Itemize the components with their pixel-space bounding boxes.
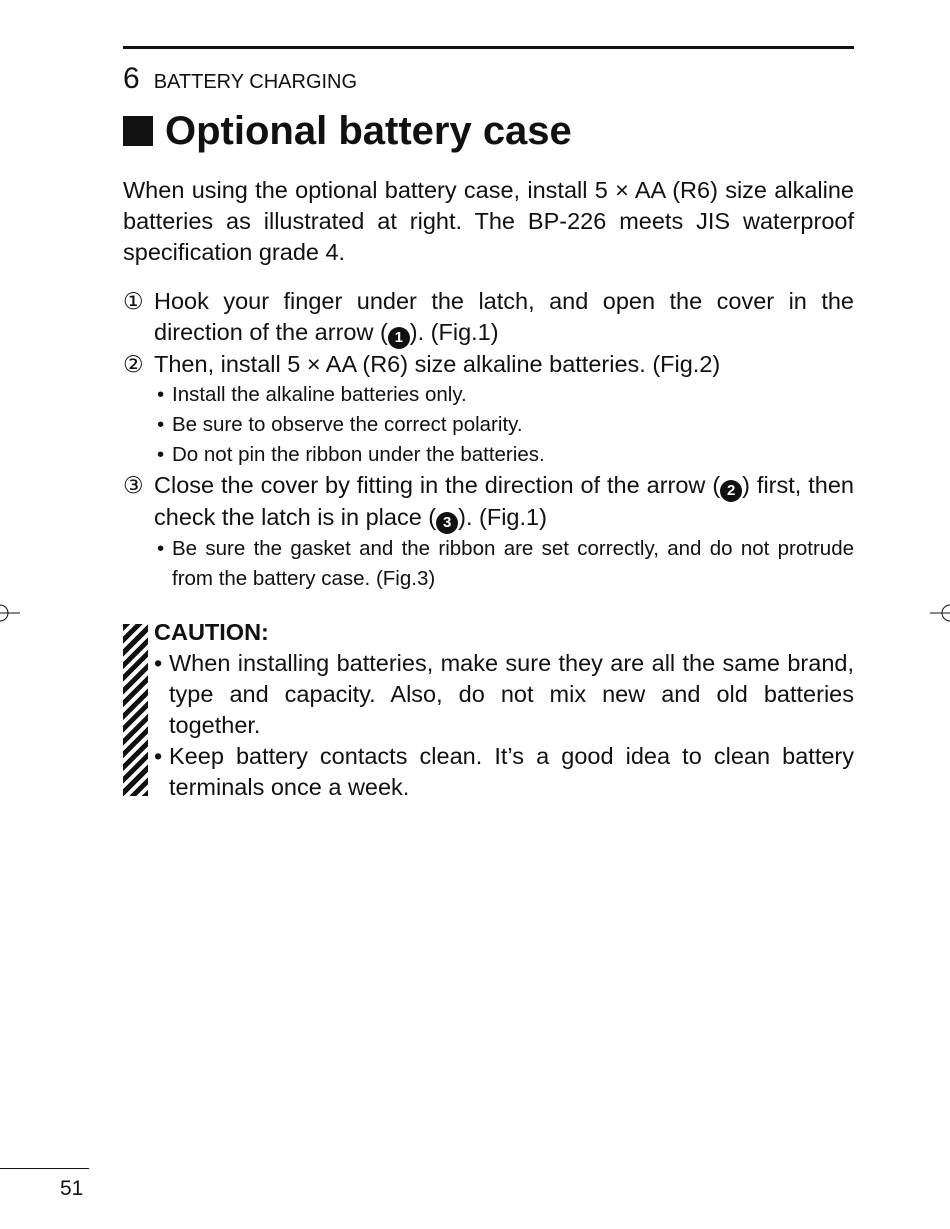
header-rule (123, 46, 854, 49)
intro-paragraph: When using the optional battery case, install 5 × AA (R6) size alkaline batteries as illustrated at right. The BP-226 meets JIS waterproof specification grade 4. (123, 177, 854, 265)
instruction-steps (123, 286, 854, 594)
caution-text: When installing batteries, make sure they are all the same brand, type and capacity. Also, do not mix new and old batteries together. (169, 650, 854, 738)
step-3 (123, 470, 854, 534)
step-text-part: Hook your finger under the latch, and open the cover in the direction of the arrow ( (154, 288, 854, 345)
list-item (157, 380, 854, 410)
step-text-part: ). (Fig.1) (409, 319, 499, 345)
section-heading (123, 104, 572, 158)
note-text: Do not pin the ribbon under the batteries. (172, 443, 545, 466)
page-number: 51 (60, 1177, 84, 1200)
caution-title: CAUTION: (154, 619, 269, 645)
bullet-icon: • (157, 537, 165, 560)
square-bullet-icon (123, 116, 153, 146)
caution-item (154, 741, 854, 803)
step-2 (123, 349, 854, 380)
caution-box (154, 617, 854, 803)
list-item (157, 410, 854, 440)
note-text: Be sure to observe the correct polarity. (172, 413, 523, 436)
step-text (154, 286, 854, 349)
registration-mark-icon (930, 598, 950, 628)
note-text: Install the alkaline batteries only. (172, 383, 467, 406)
bullet-icon: • (157, 413, 165, 436)
step-text-part: ) first, then check the latch is in place ( (154, 472, 854, 530)
list-item (157, 440, 854, 470)
bullet-icon: • (157, 443, 165, 466)
step-number: ① (123, 288, 144, 314)
bullet-icon: • (154, 743, 163, 769)
caution-item (154, 648, 854, 741)
caution-text: Keep battery contacts clean. It’s a good idea to clean battery terminals once a week. (169, 743, 854, 800)
arrow-marker-2-icon: 2 (720, 480, 742, 502)
step-2-notes (157, 380, 854, 470)
note-text: Be sure the gasket and the ribbon are set correctly, and do not protrude from the battery case. (Fig.3) (172, 537, 854, 590)
arrow-marker-1-icon: 1 (388, 327, 410, 349)
chapter-title: BATTERY CHARGING (153, 71, 358, 93)
step-text (154, 470, 854, 534)
caution-hatch-bar (123, 624, 148, 796)
list-item (157, 534, 854, 594)
step-text-part: ). (Fig.1) (458, 504, 547, 530)
step-text: Then, install 5 × AA (R6) size alkaline batteries. (Fig.2) (154, 351, 721, 377)
footer-rule (0, 1168, 89, 1169)
step-number: ② (123, 351, 144, 377)
section-title: Optional battery case (165, 109, 572, 153)
registration-mark-icon (0, 598, 20, 628)
step-1 (123, 286, 854, 349)
chapter-header (123, 62, 357, 96)
step-text-part: Close the cover by fitting in the direction of the arrow ( (154, 472, 721, 498)
bullet-icon: • (154, 650, 163, 676)
chapter-number: 6 (123, 62, 140, 95)
arrow-marker-3-icon: 3 (436, 512, 458, 534)
bullet-icon: • (157, 383, 165, 406)
step-3-notes (157, 534, 854, 594)
step-number: ③ (123, 472, 144, 498)
